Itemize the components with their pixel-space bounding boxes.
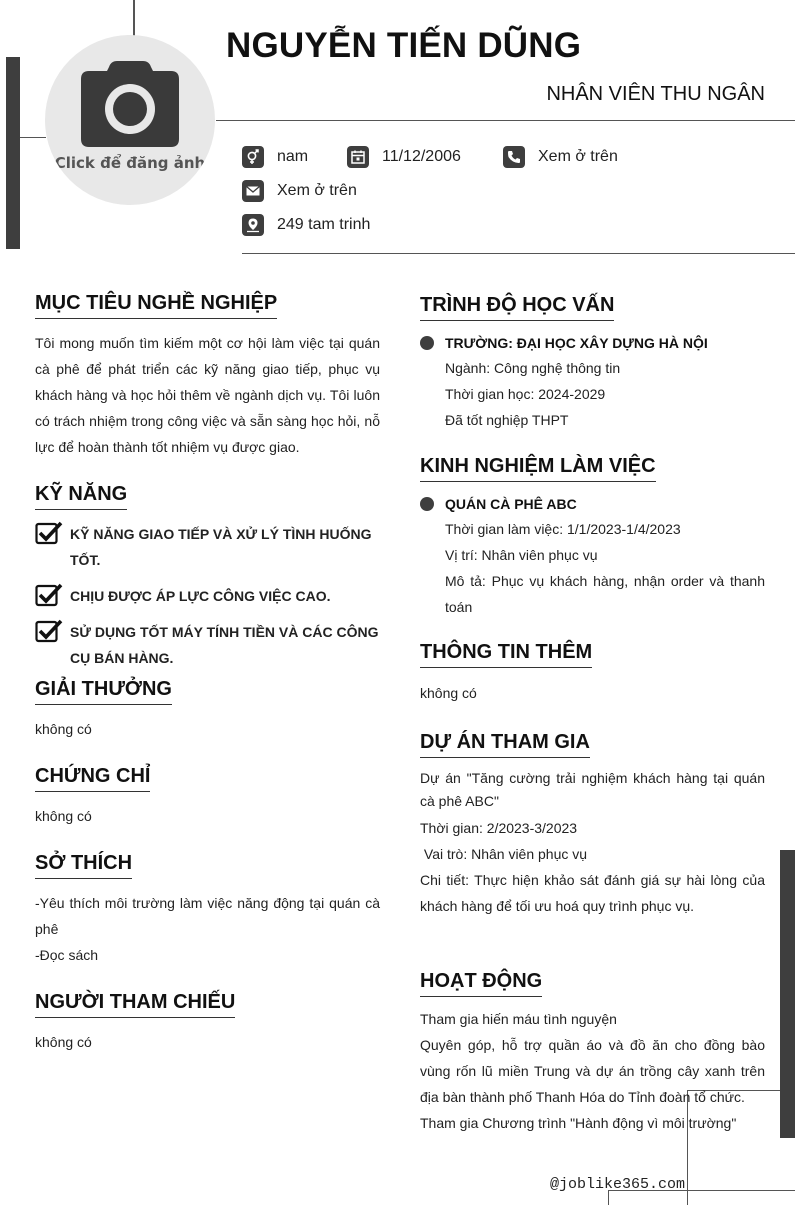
hobby-line: -Đọc sách xyxy=(35,947,99,963)
email-icon xyxy=(242,180,264,202)
experience-line: Thời gian làm việc: 1/1/2023-1/4/2023 xyxy=(445,521,681,537)
awards-body: không có xyxy=(35,721,92,737)
hobbies-body xyxy=(35,890,380,968)
birthday-text: 11/12/2006 xyxy=(382,148,461,165)
certificates-body: không có xyxy=(35,808,92,824)
left-accent-bar xyxy=(6,57,20,249)
project-line: Dự án "Tăng cường trải nghiệm khách hàng tại quán cà phê ABC" xyxy=(420,770,765,809)
education-bullet xyxy=(420,336,434,350)
experience-line: Vị trí: Nhân viên phục vụ xyxy=(445,547,598,563)
experience-line: Mô tả: Phục vụ khách hàng, nhận order và thanh toán xyxy=(445,573,765,615)
skills-list xyxy=(35,521,380,671)
experience-company: QUÁN CÀ PHÊ ABC xyxy=(445,496,577,512)
right-accent-bar xyxy=(780,850,795,1138)
experience-bullet xyxy=(420,497,434,511)
header-divider-line xyxy=(216,120,795,121)
phone-text[interactable]: Xem ở trên xyxy=(538,148,618,165)
skill-item xyxy=(35,521,380,573)
project-line: Vai trò: Nhân viên phục vụ xyxy=(420,846,588,862)
education-item xyxy=(445,331,765,433)
candidate-name: NGUYỄN TIẾN DŨNG xyxy=(226,26,582,65)
education-title: TRÌNH ĐỘ HỌC VẤN xyxy=(420,294,614,321)
hobbies-title: SỞ THÍCH xyxy=(35,852,132,879)
watermark-text: @joblike365.com xyxy=(550,1176,686,1193)
references-title: NGƯỜI THAM CHIẾU xyxy=(35,991,235,1018)
additional-title: THÔNG TIN THÊM xyxy=(420,641,592,668)
contact-address xyxy=(242,214,370,236)
projects-body xyxy=(420,767,765,919)
checkbox-icon xyxy=(35,583,63,607)
project-line: Chi tiết: Thực hiện khảo sát đánh giá sự hài lòng của khách hàng để tối ưu hoá quy trình phục vụ. xyxy=(420,872,765,914)
activities-body xyxy=(420,1006,765,1136)
contact-gender xyxy=(242,146,308,168)
skill-item xyxy=(35,583,380,609)
checkbox-icon xyxy=(35,521,63,545)
contact-email xyxy=(242,180,357,202)
additional-body: không có xyxy=(420,685,477,701)
references-body: không có xyxy=(35,1034,92,1050)
skill-text: KỸ NĂNG GIAO TIẾP VÀ XỬ LÝ TÌNH HUỐNG TỐT. xyxy=(70,526,372,568)
activity-line: Quyên góp, hỗ trợ quần áo và đồ ăn cho đồng bào vùng rốn lũ miền Trung và dự án trồng cây xanh trên địa bàn thành phố Thanh Hóa do Tỉnh đoàn tổ chức. xyxy=(420,1037,765,1105)
avatar-upload[interactable] xyxy=(45,35,215,205)
objective-body: Tôi mong muốn tìm kiếm một cơ hội làm việc tại quán cà phê để phát triển các kỹ năng giao tiếp, phục vụ khách hàng và học hỏi thêm về ngành dịch vụ. Tôi luôn có trách nhiệm trong công việc và sẵn sàng học hỏi, nỗ lực để hoàn thành tốt nhiệm vụ được giao. xyxy=(35,335,380,455)
checkbox-icon xyxy=(35,619,63,643)
education-school: TRƯỜNG: ĐẠI HỌC XÂY DỰNG HÀ NỘI xyxy=(445,335,708,351)
contact-birthday xyxy=(347,146,461,168)
experience-title: KINH NGHIỆM LÀM VIỆC xyxy=(420,455,656,482)
education-line: Đã tốt nghiệp THPT xyxy=(445,412,569,428)
skill-item xyxy=(35,619,380,671)
contact-phone xyxy=(503,146,618,168)
address-text: 249 tam trinh xyxy=(277,216,371,233)
calendar-icon xyxy=(347,146,369,168)
objective-title: MỤC TIÊU NGHỀ NGHIỆP xyxy=(35,292,277,319)
education-line: Ngành: Công nghệ thông tin xyxy=(445,360,621,376)
hobby-line: -Yêu thích môi trường làm việc năng động tại quán cà phê xyxy=(35,895,380,937)
phone-icon xyxy=(503,146,525,168)
projects-title: DỰ ÁN THAM GIA xyxy=(420,731,590,758)
activity-line: Tham gia Chương trình "Hành động vì môi trường" xyxy=(420,1115,737,1131)
skill-text: CHỊU ĐƯỢC ÁP LỰC CÔNG VIỆC CAO. xyxy=(70,588,331,604)
camera-icon xyxy=(79,59,181,149)
activity-line: Tham gia hiến máu tình nguyện xyxy=(420,1011,617,1027)
top-vertical-line xyxy=(133,0,135,36)
left-horizontal-line xyxy=(20,137,46,138)
education-line: Thời gian học: 2024-2029 xyxy=(445,386,606,402)
candidate-position: NHÂN VIÊN THU NGÂN xyxy=(546,83,765,105)
certificates-title: CHỨNG CHỈ xyxy=(35,765,150,792)
activities-title: HOẠT ĐỘNG xyxy=(420,970,542,997)
email-text[interactable]: Xem ở trên xyxy=(277,182,357,199)
awards-title: GIẢI THƯỞNG xyxy=(35,678,172,705)
avatar-caption: Click để đăng ảnh xyxy=(54,154,206,172)
project-line: Thời gian: 2/2023-3/2023 xyxy=(420,820,578,836)
experience-item xyxy=(445,492,765,620)
location-icon xyxy=(242,214,264,236)
skill-text: SỬ DỤNG TỐT MÁY TÍNH TIỀN VÀ CÁC CÔNG CỤ BÁN HÀNG. xyxy=(70,624,379,666)
skills-title: KỸ NĂNG xyxy=(35,483,127,510)
gender-text: nam xyxy=(277,148,309,165)
contact-divider-line xyxy=(242,253,795,254)
gender-icon xyxy=(242,146,264,168)
